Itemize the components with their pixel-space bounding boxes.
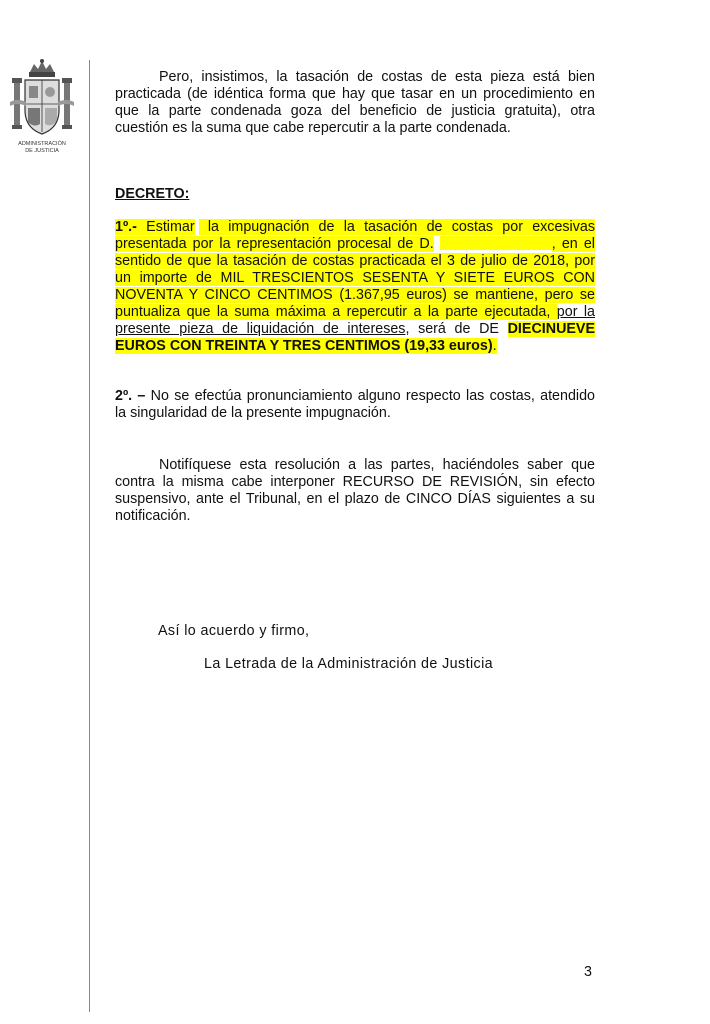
- paragraph-reasoning: Pero, insistimos, la tasación de costas de esta pieza está bien practicada (de idéntica forma que hay que tasar en un procedimiento en que la parte condenada goza del beneficio de justicia gratuita), otra cuestión es la suma que cabe repercutir a la parte condenada.: [115, 69, 595, 136]
- point-1-text-c: , en el sentido de que la tasación de costas practicada el 3 de julio de 2018, por un importe de MIL TRESCIENTOS SESENTA Y SIETE EUROS CON NOVENTA Y CINCO CENTIMOS (1.367,95 euros) se mantiene, pero se puntualiza que la suma máxima a repercutir a la parte ejecutada,: [115, 236, 595, 320]
- point-1-text-b: la impugnación de la tasación de costas por excesivas presentada por la representación procesal de D.: [115, 219, 595, 252]
- agency-line-1: ADMINISTRACIÓN: [18, 141, 66, 147]
- point-1-text-a: Estimar: [136, 219, 195, 235]
- point-1-amount: DIECINUEVE EUROS CON TREINTA Y TRES CENTIMOS (19,33 euros): [115, 321, 595, 354]
- point-2-text: No se efectúa pronunciamiento alguno respecto las costas, atendido la singularidad de la presente impugnación.: [115, 388, 595, 421]
- spanish-coat-of-arms-icon: [10, 58, 74, 140]
- redacted-name: [440, 236, 552, 250]
- agency-name: [6, 141, 78, 155]
- decree-point-1: [115, 219, 595, 355]
- point-1-text-d: , será de DE: [405, 321, 508, 337]
- paragraph-notification: Notifíquese esta resolución a las partes, haciéndoles saber que contra la misma cabe interponer RECURSO DE REVISIÓN, sin efecto suspensivo, ante el Tribunal, en el plazo de CINCO DÍAS siguientes a su notificación.: [115, 457, 595, 524]
- decree-heading: DECRETO:: [115, 186, 190, 202]
- point-1-number: 1º.-: [115, 219, 137, 235]
- decree-point-2: [115, 388, 595, 422]
- page-number: 3: [584, 964, 592, 980]
- margin-divider: [89, 60, 90, 1012]
- closing-line: Así lo acuerdo y firmo,: [158, 623, 310, 639]
- point-1-ending: .: [492, 338, 497, 354]
- signatory-title: La Letrada de la Administración de Justicia: [204, 656, 494, 672]
- agency-line-2: DE JUSTICIA: [25, 148, 59, 154]
- point-2-number: 2º. –: [115, 388, 146, 404]
- point-1-underlined: por la presente pieza de liquidación de intereses: [115, 304, 596, 337]
